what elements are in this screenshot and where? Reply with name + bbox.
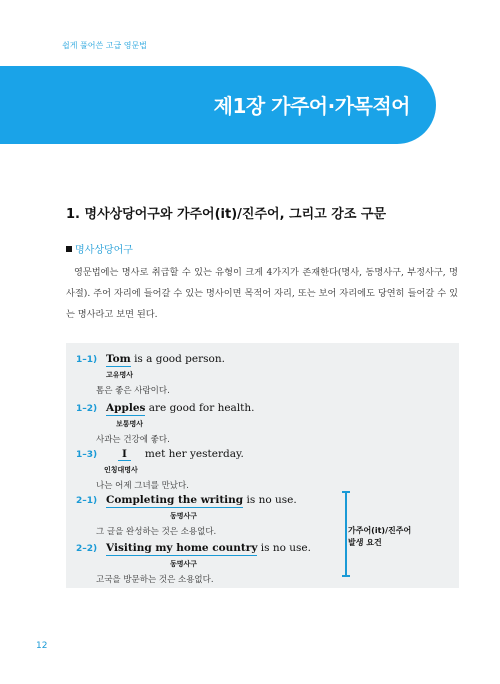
highlighted-noun: Visiting my home country bbox=[106, 542, 258, 554]
sentence-rest: are good for health. bbox=[145, 402, 255, 414]
sub-heading bbox=[66, 241, 133, 256]
square-bullet-icon bbox=[66, 246, 72, 252]
chapter-title: 제1장 가주어·가목적어 bbox=[213, 94, 410, 118]
translation: 나는 어제 그녀를 만났다. bbox=[96, 481, 189, 491]
sentence-rest: met her yesterday. bbox=[144, 448, 244, 460]
highlighted-noun: Completing the writing bbox=[106, 494, 244, 506]
example-sentence bbox=[106, 494, 297, 506]
example-label: 2–2) bbox=[76, 544, 98, 554]
body-paragraph: 영문법에는 명사로 취급할 수 있는 유형이 크게 4가지가 존재한다(명사, 동명사구, 부정사구, 명사절). 주어 자리에 들어갈 수 있는 명사이면 목적어 자리, 또는 보어 자리에도 당연히 들어갈 수 있는 명사라고 보면 된다. bbox=[66, 267, 458, 320]
sentence-rest: is no use. bbox=[257, 542, 311, 554]
grammar-tag: 인칭대명사 bbox=[104, 466, 138, 474]
bracket-note-line2: 발생 요건 bbox=[348, 538, 382, 547]
grammar-tag: 고유명사 bbox=[106, 371, 134, 379]
example-sentence bbox=[106, 542, 311, 554]
sentence-rest: is a good person. bbox=[130, 353, 225, 365]
chapter-banner bbox=[0, 66, 436, 144]
bracket-note bbox=[348, 525, 411, 549]
example-sentence bbox=[106, 402, 255, 414]
section-title: 1. 명사상당어구와 가주어(it)/진주어, 그리고 강조 구문 bbox=[66, 207, 387, 222]
grammar-tag: 동명사구 bbox=[170, 512, 198, 520]
translation: 사과는 건강에 좋다. bbox=[96, 435, 170, 445]
example-sentence bbox=[118, 448, 244, 460]
example-label: 1–1) bbox=[76, 355, 98, 365]
sentence-rest: is no use. bbox=[243, 494, 297, 506]
grammar-tag: 보통명사 bbox=[116, 420, 144, 428]
page-number: 12 bbox=[36, 641, 48, 651]
example-sentence bbox=[106, 353, 225, 365]
translation: 그 글을 완성하는 것은 소용없다. bbox=[96, 527, 217, 537]
running-head: 쉽게 풀어쓴 고급 영문법 bbox=[62, 41, 147, 50]
highlighted-noun: I bbox=[118, 448, 131, 461]
example-label: 1–3) bbox=[76, 450, 98, 460]
example-label: 2–1) bbox=[76, 496, 98, 506]
example-box bbox=[66, 343, 459, 588]
highlighted-noun: Apples bbox=[106, 402, 146, 414]
bracket-note-line1: 가주어(it)/진주어 bbox=[348, 526, 412, 535]
highlighted-noun: Tom bbox=[106, 353, 131, 365]
sub-heading-label: 명사상당어구 bbox=[75, 245, 133, 256]
example-label: 1–2) bbox=[76, 404, 98, 414]
translation: 고국을 방문하는 것은 소용없다. bbox=[96, 575, 214, 585]
grammar-tag: 동명사구 bbox=[170, 560, 198, 568]
translation: 톰은 좋은 사람이다. bbox=[96, 386, 170, 396]
